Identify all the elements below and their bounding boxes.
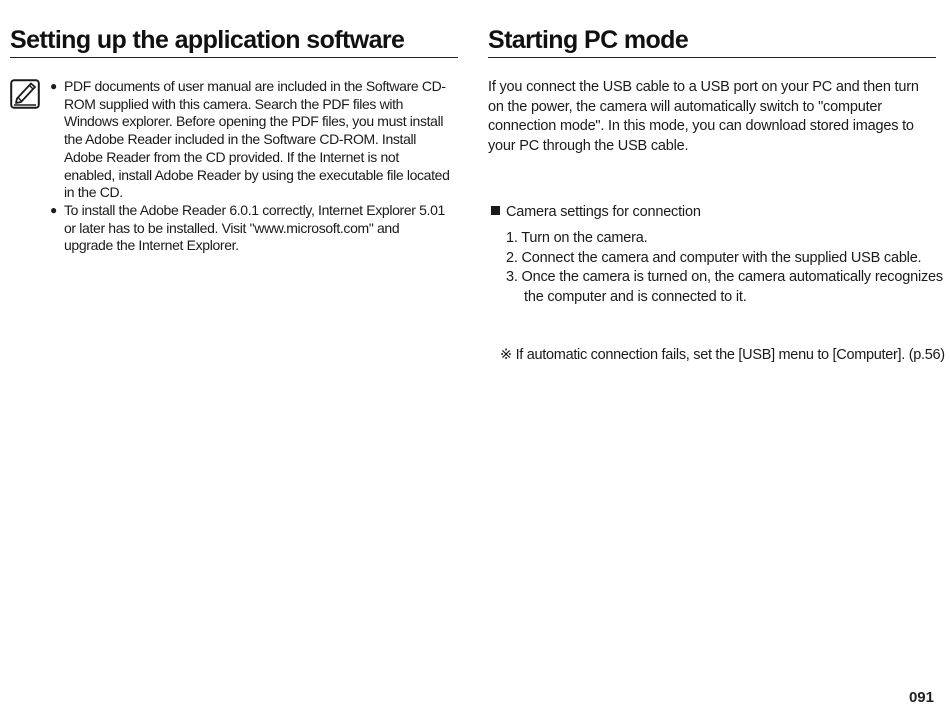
pencil-note-icon [10, 79, 40, 109]
black-square-icon [491, 206, 500, 215]
list-item: 1. Turn on the camera. [506, 230, 648, 246]
settings-heading [491, 203, 701, 222]
bullet-text: PDF documents of user manual are included in the Software CD-ROM supplied with this camera. Search the PDF files with Windows explorer. Before opening the PDF files, you must install the Adobe Reader included in the Software CD-ROM. Install Adobe Reader from the CD provided. If the Internet is not enabled, install Adobe Reader by using the executable file located in the CD. [64, 78, 450, 201]
section-title-application-software: Setting up the application software [10, 26, 405, 54]
intro-paragraph: If you connect the USB cable to a USB port on your PC and then turn on the power, the camera will automatically switch to "computer connection mode". In this mode, you can download stored images to your PC through the USB cable. [488, 79, 919, 155]
note-bullet-list [50, 78, 450, 255]
bullet-dot-icon: ● [50, 202, 57, 217]
connection-steps [506, 229, 946, 307]
settings-heading-text: Camera settings for connection [506, 204, 701, 220]
bullet-dot-icon: ● [50, 79, 57, 93]
title-underline [488, 57, 936, 58]
list-item: 3. Once the camera is turned on, the camera automatically recognizes the computer and is connected to it. [506, 269, 943, 305]
bullet-text: To install the Adobe Reader 6.0.1 correctly, Internet Explorer 5.01 or later has to be installed. Visit "www.microsoft.com" and upgrade the Internet Explorer. [64, 201, 445, 254]
list-item: 2. Connect the camera and computer with the supplied USB cable. [506, 249, 922, 266]
list-item [50, 78, 450, 202]
page-number: 091 [908, 689, 934, 706]
section-title-pc-mode: Starting PC mode [488, 26, 689, 54]
list-item [50, 202, 450, 255]
title-underline [10, 57, 458, 58]
footnote: ※ If automatic connection fails, set the [USB] menu to [Computer]. (p.56) [500, 347, 945, 363]
